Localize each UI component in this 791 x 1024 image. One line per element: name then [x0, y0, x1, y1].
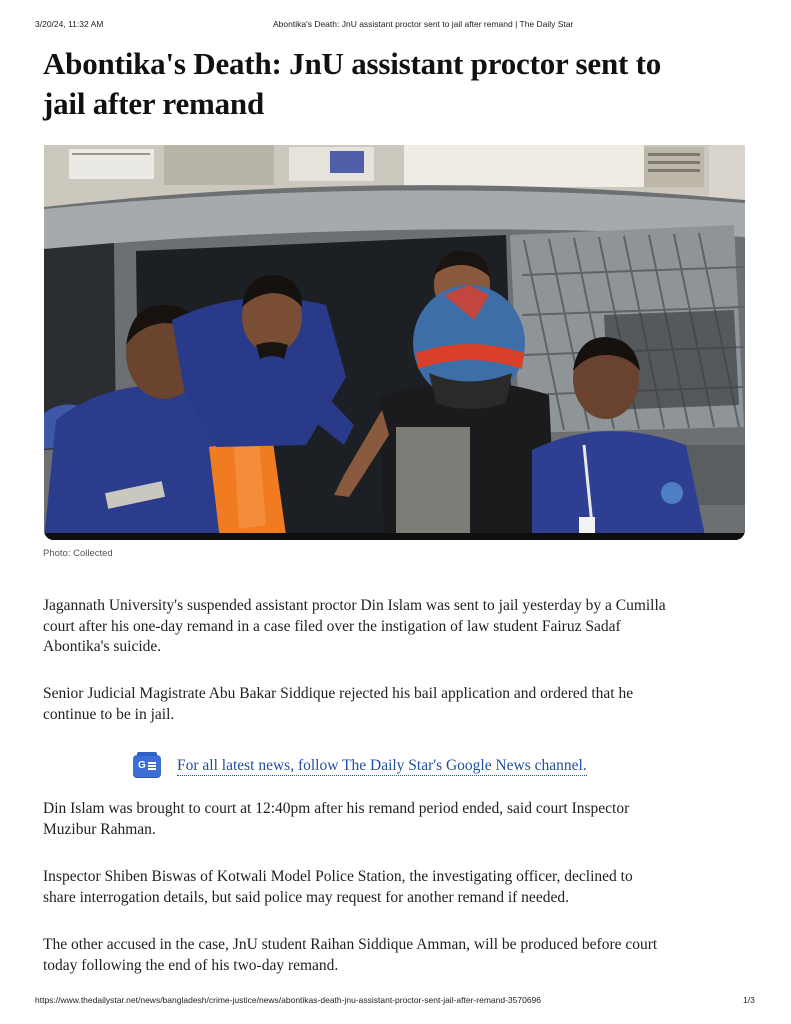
paragraph-line: court after his one-day remand in a case filed over the instigation of law student Fairuz Sadaf	[43, 617, 621, 635]
article-paragraph	[43, 867, 633, 908]
paragraph-line: Din Islam was brought to court at 12:40pm after his remand period ended, said court Inspector	[43, 800, 630, 817]
headline-line: Abontika's Death: JnU assistant proctor sent to	[43, 46, 662, 81]
print-page-counter: 1/3	[743, 995, 755, 1005]
paragraph-line: continue to be in jail.	[43, 705, 175, 723]
article-paragraph	[43, 596, 666, 658]
google-news-link-text[interactable]: For all latest news, follow The Daily Star's Google News channel.	[177, 756, 587, 774]
paragraph-line: Inspector Shiben Biswas of Kotwali Model Police Station, the investigating officer, declined to	[43, 868, 633, 885]
article-photo-image	[44, 145, 745, 540]
article-paragraph	[43, 684, 633, 725]
article-headline	[43, 44, 661, 124]
photo-caption: Photo: Collected	[43, 548, 113, 559]
article-photo	[44, 145, 745, 540]
paragraph-line: Jagannath University's suspended assistant proctor Din Islam was sent to jail yesterday by a Cumilla	[43, 597, 666, 614]
paragraph-line: Muzibur Rahman.	[43, 820, 156, 838]
paragraph-line: The other accused in the case, JnU student Raihan Siddique Amman, will be produced before court	[43, 936, 658, 953]
paragraph-line: today following the end of his two-day remand.	[43, 956, 339, 974]
paragraph-line: Abontika's suicide.	[43, 638, 162, 656]
paragraph-line: share interrogation details, but said police may request for another remand if needed.	[43, 888, 569, 906]
photo-bottom-edge	[44, 533, 745, 540]
article-paragraph	[43, 935, 657, 976]
headline-line: jail after remand	[43, 86, 265, 121]
google-news-icon[interactable]: G	[133, 755, 161, 777]
article-paragraph	[43, 799, 629, 840]
print-page-title: Abontika's Death: JnU assistant proctor sent to jail after remand | The Daily Star	[273, 19, 574, 29]
print-timestamp: 3/20/24, 11:32 AM	[35, 19, 104, 29]
paragraph-line: Senior Judicial Magistrate Abu Bakar Siddique rejected his bail application and ordered that he	[43, 685, 634, 702]
print-footer-url: https://www.thedailystar.net/news/bangladesh/crime-justice/news/abontikas-death-jnu-assistant-proctor-sent-jail-after-remand-3570696	[35, 995, 541, 1005]
google-news-link[interactable]	[133, 755, 587, 777]
